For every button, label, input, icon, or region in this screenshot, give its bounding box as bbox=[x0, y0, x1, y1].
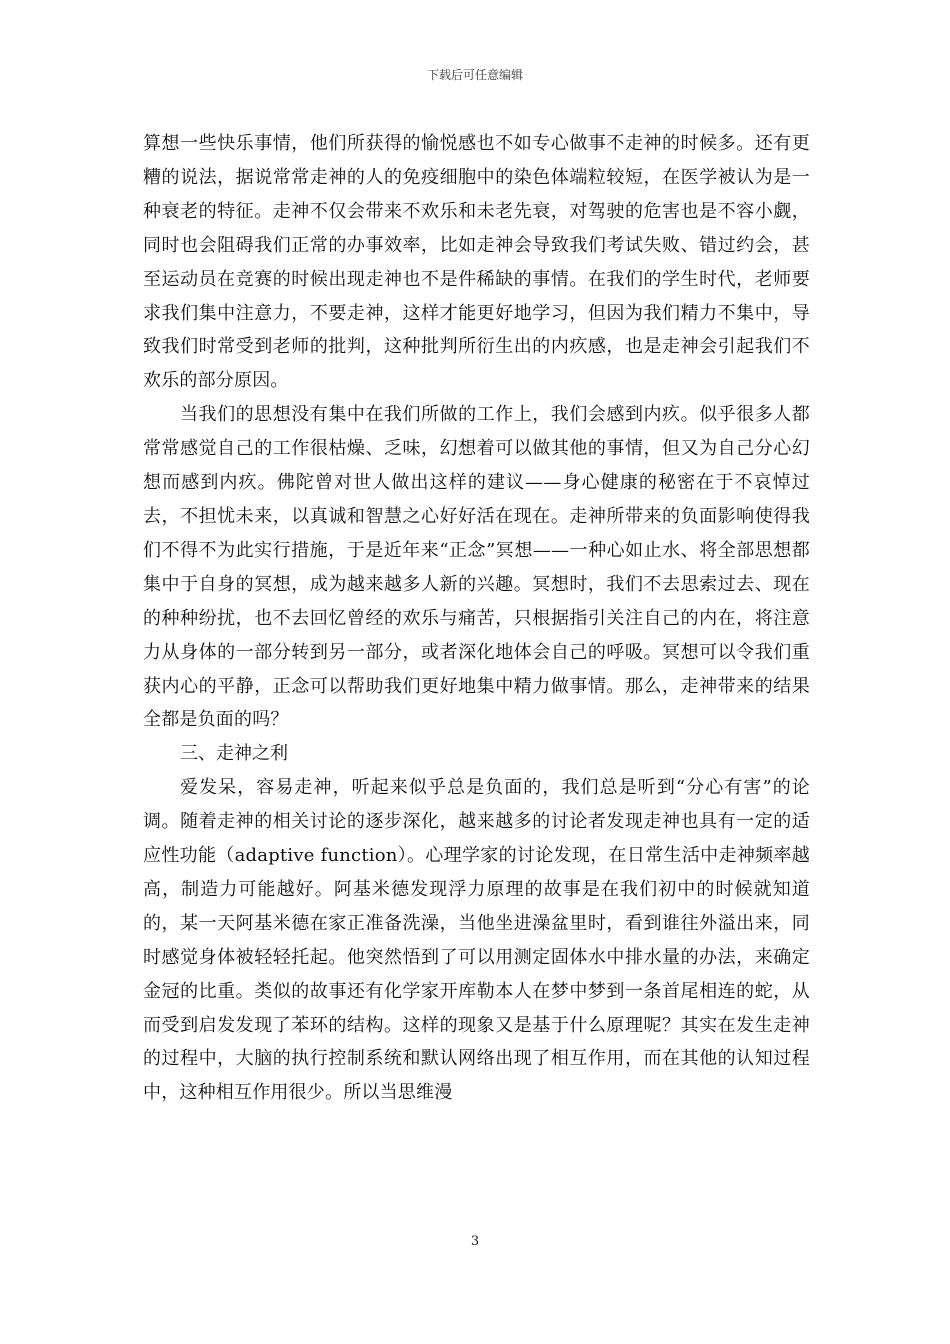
document-body bbox=[143, 127, 810, 1110]
section-heading: 三、走神之利 bbox=[180, 743, 288, 765]
paragraph: 爱发呆，容易走神，听起来似乎总是负面的，我们总是听到“分心有害”的论调。随着走神的相关讨论的逐步深化，越来越多的讨论者发现走神也具有一定的适应性功能（adaptive function）。心理学家的讨论发现，在日常生活中走神频率越高，制造力可能越好。阿基米德发现浮力原理的故事是在我们初中的时候就知道的，某一天阿基米德在家正准备洗澡，当他坐进澡盆里时，看到谁往外溢出来，同时感觉身体被轻轻托起。他突然悟到了可以用测定固体水中排水量的办法，来确定金冠的比重。类似的故事还有化学家开库勒本人在梦中梦到一条首尾相连的蛇，从而受到启发发现了苯环的结构。这样的现象又是基于什么原理呢？其实在发生走神的过程中，大脑的执行控制系统和默认网络出现了相互作用，而在其他的认知过程中，这种相互作用很少。所以当思维漫 bbox=[143, 777, 810, 1104]
page-number: 3 bbox=[470, 1234, 480, 1249]
paragraph: 当我们的思想没有集中在我们所做的工作上，我们会感到内疚。似乎很多人都常常感觉自己的工作很枯燥、乏味，幻想着可以做其他的事情，但又为自己分心幻想而感到内疚。佛陀曾对世人做出这样的建议——身心健康的秘密在于不哀悼过去，不担忧未来，以真诚和智慧之心好好活在现在。走神所带来的负面影响使得我们不得不为此实行措施，于是近年来“正念”冥想——一种心如止水、将全部思想都集中于自身的冥想，成为越来越多人新的兴趣。冥想时，我们不去思索过去、现在的种种纷扰，也不去回忆曾经的欢乐与痛苦，只根据指引关注自己的内在，将注意力从身体的一部分转到另一部分，或者深化地体会自己的呼吸。冥想可以令我们重获内心的平静，正念可以帮助我们更好地集中精力做事情。那么，走神带来的结果全都是负面的吗？ bbox=[143, 404, 810, 731]
paragraph-continuation: 算想一些快乐事情，他们所获得的愉悦感也不如专心做事不走神的时候多。还有更糟的说法，据说常常走神的人的免疫细胞中的染色体端粒较短，在医学被认为是一种衰老的特征。走神不仅会带来不欢乐和未老先衰，对驾驶的危害也是不容小觑，同时也会阻碍我们正常的办事效率，比如走神会导致我们考试失败、错过约会，甚至运动员在竞赛的时候出现走神也不是件稀缺的事情。在我们的学生时代，老师要求我们集中注意力，不要走神，这样才能更好地学习，但因为我们精力不集中，导致我们时常受到老师的批判，这种批判所衍生出的内疚感，也是走神会引起我们不欢乐的部分原因。 bbox=[143, 133, 810, 392]
page-header: 下载后可任意编辑 bbox=[426, 68, 523, 82]
